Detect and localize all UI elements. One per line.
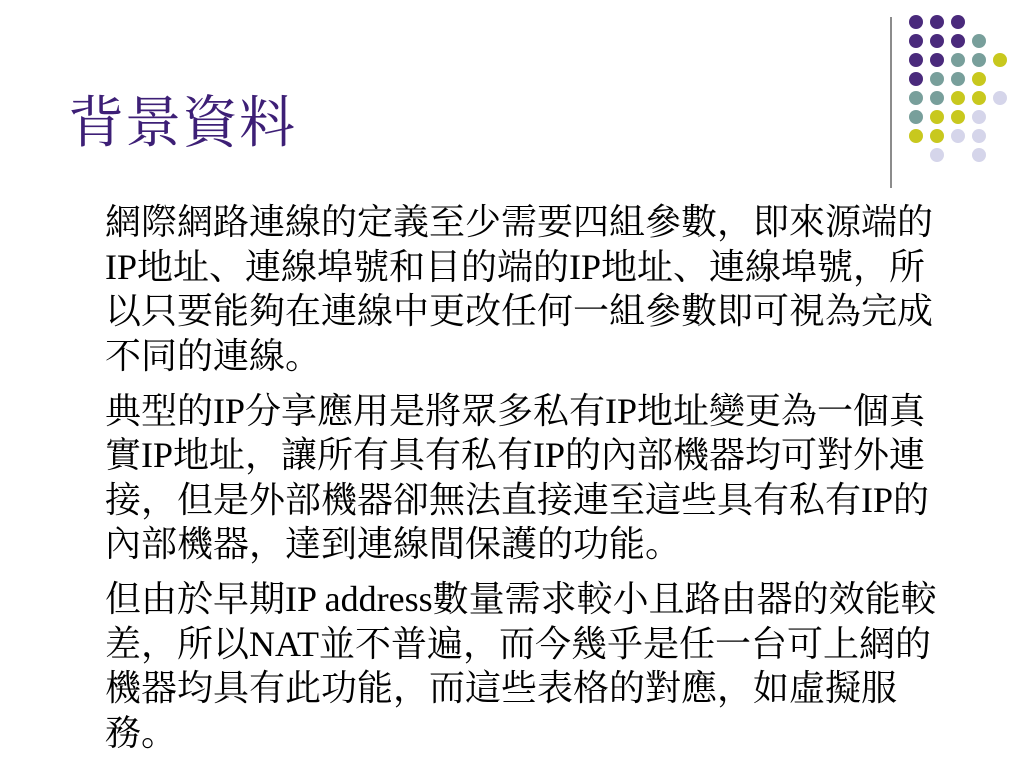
- bullet-line: 務。: [105, 712, 178, 753]
- bullet-line: IP地址、連線埠號和目的端的IP地址、連線埠號，所: [105, 246, 926, 287]
- decorative-dot: [972, 53, 986, 67]
- bullet-line: 內部機器，達到連線間保護的功能。: [105, 524, 682, 564]
- bullet-line: 差，所以NAT並不普遍，而今幾乎是任一台可上網的: [105, 623, 931, 664]
- bullet-line: 以只要能夠在連線中更改任何一組參數即可視為完成: [105, 291, 934, 331]
- bullet-line: 但由於早期IP address數量需求較小且路由器的效能較: [105, 579, 937, 619]
- bullet-list: [105, 200, 1010, 760]
- bullet-line: 機器均具有此功能，而這些表格的對應，如虛擬服: [105, 668, 898, 708]
- decorative-dot: [930, 110, 944, 124]
- decorative-dot: [951, 53, 965, 67]
- decorative-dot: [909, 34, 923, 48]
- decorative-dot: [909, 72, 923, 86]
- decorative-dot: [972, 129, 986, 143]
- decorative-dot: [951, 15, 965, 29]
- bullet-line: 實IP地址，讓所有具有私有IP的內部機器均可對外連: [105, 435, 926, 475]
- decorative-dot: [909, 129, 923, 143]
- decorative-dot-grid: [900, 10, 1016, 170]
- decorative-dot: [909, 91, 923, 105]
- bullet-line: 接，但是外部機器卻無法直接連至這些具有私有IP的: [105, 479, 930, 520]
- decorative-dot: [972, 72, 986, 86]
- decorative-dot: [930, 148, 944, 162]
- decorative-dot: [909, 15, 923, 29]
- decorative-dot: [930, 91, 944, 105]
- bullet-line: 典型的IP分享應用是將眾多私有IP地址變更為一個真: [105, 390, 926, 431]
- bullet-item: [105, 577, 1010, 755]
- decorative-dot: [951, 91, 965, 105]
- decorative-dot: [993, 91, 1007, 105]
- bullet-item: [105, 389, 1010, 567]
- decorative-dot: [930, 72, 944, 86]
- slide-title: 背景資料: [68, 93, 296, 155]
- bullet-line: 網際網路連線的定義至少需要四組參數，即來源端的: [105, 202, 934, 242]
- title-divider: [890, 17, 892, 188]
- decorative-dot: [993, 53, 1007, 67]
- decorative-dot: [972, 34, 986, 48]
- decorative-dot: [972, 148, 986, 162]
- decorative-dot: [951, 110, 965, 124]
- decorative-dot: [930, 129, 944, 143]
- decorative-dot: [930, 34, 944, 48]
- decorative-dot: [972, 91, 986, 105]
- decorative-dot: [951, 129, 965, 143]
- decorative-dot: [972, 110, 986, 124]
- decorative-dot: [951, 34, 965, 48]
- bullet-line: 不同的連線。: [105, 335, 322, 376]
- decorative-dot: [930, 53, 944, 67]
- decorative-dot: [930, 15, 944, 29]
- bullet-item: [105, 200, 1010, 378]
- decorative-dot: [951, 72, 965, 86]
- decorative-dot: [909, 53, 923, 67]
- decorative-dot: [909, 110, 923, 124]
